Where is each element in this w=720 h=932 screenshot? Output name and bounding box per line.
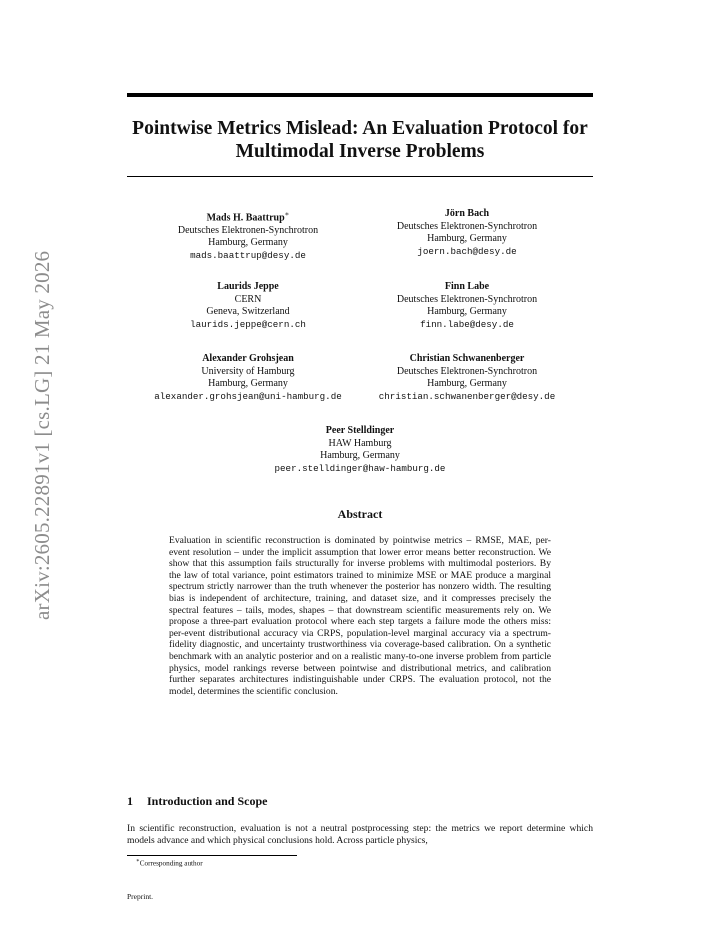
- author-block-3: [123, 281, 373, 331]
- footnote-text: Corresponding author: [139, 859, 203, 868]
- author-name: Alexander Grohsjean: [202, 353, 294, 364]
- footnote-rule: [127, 855, 297, 856]
- abstract-heading: Abstract: [337, 507, 383, 521]
- title-line-1: Pointwise Metrics Mislead: An Evaluation Protocol for: [132, 118, 588, 139]
- author-block-2: [342, 208, 592, 258]
- preprint-label: Preprint.: [127, 892, 154, 901]
- author-affiliation: University of Hamburg: [201, 365, 295, 377]
- section-title: Introduction and Scope: [147, 794, 268, 808]
- author-location: Hamburg, Germany: [320, 450, 400, 461]
- author-email[interactable]: joern.bach@desy.de: [417, 245, 517, 257]
- author-block-5: [123, 353, 373, 403]
- title-top-rule: [127, 93, 593, 97]
- author-email[interactable]: peer.stelldinger@haw-hamburg.de: [274, 462, 446, 474]
- author-location: Hamburg, Germany: [427, 233, 507, 244]
- author-name: Laurids Jeppe: [217, 281, 279, 292]
- author-email[interactable]: finn.labe@desy.de: [420, 318, 514, 330]
- title-line-2: Multimodal Inverse Problems: [235, 141, 485, 162]
- author-email[interactable]: laurids.jeppe@cern.ch: [190, 318, 306, 330]
- author-location: Hamburg, Germany: [427, 378, 507, 389]
- author-affiliation: Deutsches Elektronen-Synchrotron: [396, 220, 538, 232]
- section-number: 1: [127, 794, 133, 808]
- title-bottom-rule: [127, 176, 593, 177]
- author-location: Hamburg, Germany: [427, 306, 507, 317]
- paper-title: [112, 117, 608, 163]
- intro-paragraph: In scientific reconstruction, evaluation is not a neutral postprocessing step: the metrics we report determine which models advance and which physical conclusions hold. Across particle physics,: [127, 823, 593, 846]
- arxiv-identifier: arXiv:2605.22891v1 [cs.LG] 21 May 2026: [30, 250, 54, 620]
- author-location: Geneva, Switzerland: [206, 306, 290, 317]
- author-affiliation: Deutsches Elektronen-Synchrotron: [177, 224, 319, 236]
- author-location: Hamburg, Germany: [208, 237, 288, 249]
- author-affiliation: CERN: [234, 293, 262, 305]
- author-affiliation: Deutsches Elektronen-Synchrotron: [396, 293, 538, 305]
- author-affiliation: Deutsches Elektronen-Synchrotron: [396, 365, 538, 377]
- author-block-6: [342, 353, 592, 403]
- author-location: Hamburg, Germany: [208, 378, 288, 389]
- abstract-text: Evaluation in scientific reconstruction is dominated by pointwise metrics – RMSE, MAE, per-event resolution – under the implicit assumption that lower error means better reconstruction. We show that this assumption fails structurally for inverse problems with multimodal posteriors. By the law of total variance, point estimators trained to minimize MSE or MAE produce a marginal spectrum strictly narrower than the truth whenever the posterior has nonzero width. The resulting bias is independent of architecture, training, and dataset size, and it compresses precisely the spectral features – tails, modes, shapes – that downstream scientific measurements rely on. We propose a three-part evaluation protocol where each step targets a failure mode the others miss: per-event distributional accuracy via CRPS, population-level marginal accuracy via a spectrum-fidelity diagnostic, and uncertainty trustworthiness via coverage-based calibration. On a synthetic benchmark with an analytic posterior and on a realistic many-to-one inverse problem from particle physics, model rankings reverse between pointwise and distributional metrics, and calibration further separates architectures indistinguishable under CRPS. The evaluation protocol, not the model, determines the scientific conclusion.: [169, 535, 551, 697]
- author-name: Mads H. Baattrup∗: [206, 210, 290, 224]
- author-block-1: [123, 208, 373, 262]
- author-block-7: [235, 425, 485, 475]
- section-heading: [127, 794, 267, 809]
- footnote-mark: ∗: [136, 858, 140, 864]
- author-email[interactable]: alexander.grohsjean@uni-hamburg.de: [154, 390, 342, 402]
- author-name: Finn Labe: [444, 281, 490, 292]
- author-affiliation: HAW Hamburg: [328, 437, 392, 449]
- author-block-4: [342, 281, 592, 331]
- author-name: Christian Schwanenberger: [409, 353, 525, 364]
- author-email[interactable]: mads.baattrup@desy.de: [190, 249, 306, 261]
- author-name: Jörn Bach: [444, 208, 490, 219]
- author-footnote-mark: ∗: [284, 210, 290, 218]
- footnote: [136, 858, 203, 867]
- author-name: Peer Stelldinger: [325, 425, 395, 436]
- author-email[interactable]: christian.schwanenberger@desy.de: [378, 390, 556, 402]
